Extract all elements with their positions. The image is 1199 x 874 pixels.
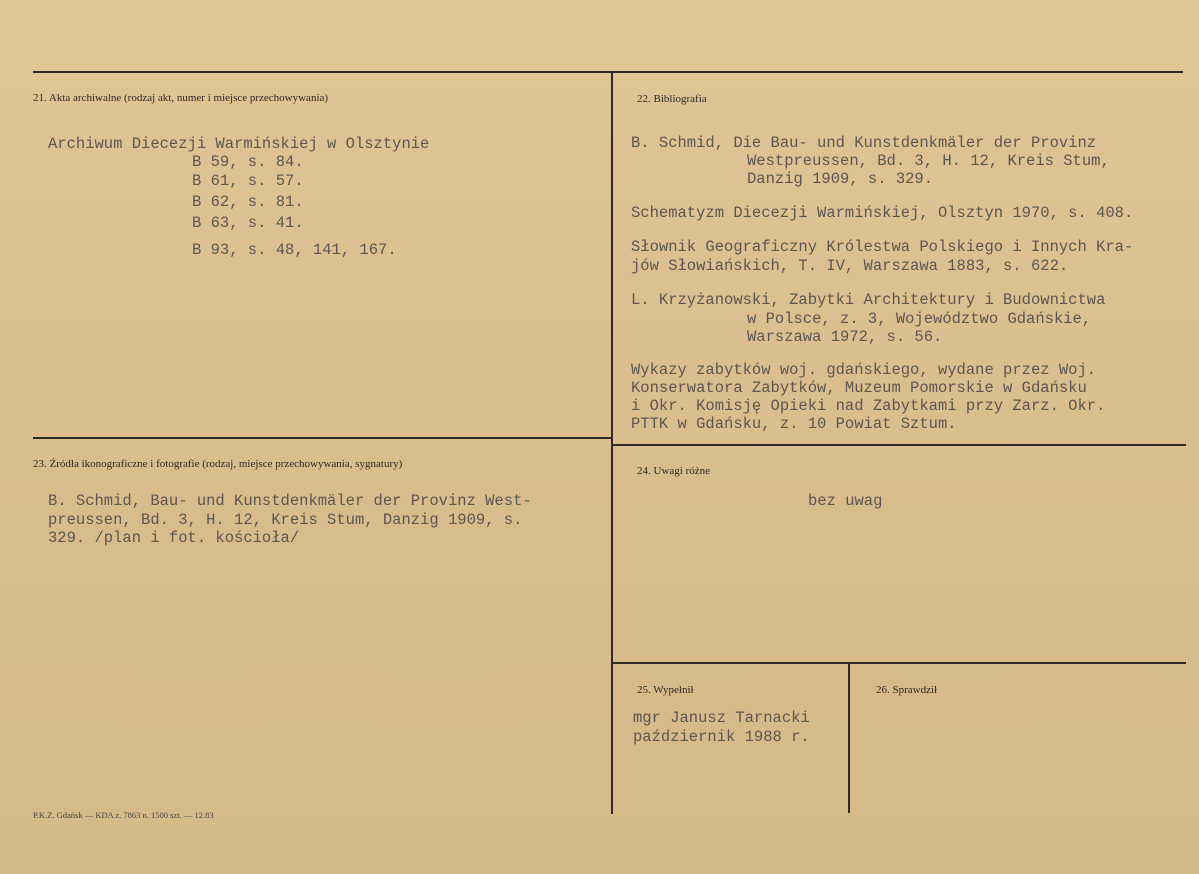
archive-ref-2: B 61, s. 57. [192,172,304,190]
bibliography-entry-5-line-4: PTTK w Gdańsku, z. 10 Powiat Sztum. [631,415,957,433]
right-mid-rule [613,444,1186,446]
top-rule [33,71,1183,73]
filled-by-name: mgr Janusz Tarnacki [633,709,810,727]
bibliography-entry-4-line-2: w Polsce, z. 3, Województwo Gdańskie, [747,310,1092,328]
bibliography-entry-3-line-1: Słownik Geograficzny Królestwa Polskiego i Innych Kra- [631,238,1134,256]
archive-ref-1: B 59, s. 84. [192,153,304,171]
remarks-text: bez uwag [808,492,883,510]
archive-ref-3: B 62, s. 81. [192,193,304,211]
archive-ref-5: B 93, s. 48, 141, 167. [192,241,397,259]
section-23-label: 23. Źródła ikonograficzne i fotografie (rodzaj, miejsce przechowywania, sygnatury) [33,458,403,470]
section-26-label: 26. Sprawdził [876,684,938,696]
filled-by-date: październik 1988 r. [633,728,810,746]
bibliography-entry-4-line-3: Warszawa 1972, s. 56. [747,328,943,346]
section-21-label: 21. Akta archiwalne (rodzaj akt, numer i miejsce przechowywania) [33,92,329,104]
archive-ref-4: B 63, s. 41. [192,214,304,232]
section-22-label: 22. Bibliografia [637,93,707,105]
signature-divider [848,663,850,813]
bibliography-entry-1-line-3: Danzig 1909, s. 329. [747,170,934,188]
section-24-label: 24. Uwagi różne [637,465,711,477]
iconography-line-2: preussen, Bd. 3, H. 12, Kreis Stum, Danzig 1909, s. [48,511,523,529]
bibliography-entry-5-line-1: Wykazy zabytków woj. gdańskiego, wydane przez Woj. [631,361,1097,379]
archive-name: Archiwum Diecezji Warmińskiej w Olsztynie [48,135,430,153]
bibliography-entry-2: Schematyzm Diecezji Warmińskiej, Olsztyn 1970, s. 408. [631,204,1134,222]
print-footer: P.K.Z. Gdańsk — KDA z. 7863 n. 1500 szt. — 12.83 [33,810,214,820]
bibliography-entry-1-line-2: Westpreussen, Bd. 3, H. 12, Kreis Stum, [747,152,1110,170]
bibliography-entry-1-line-1: B. Schmid, Die Bau- und Kunstdenkmäler der Provinz [631,134,1097,152]
section-25-label: 25. Wypełnił [637,684,694,696]
left-mid-rule [33,437,611,439]
bibliography-entry-5-line-2: Konserwatora Zabytków, Muzeum Pomorskie w Gdańsku [631,379,1087,397]
iconography-line-3: 329. /plan i fot. kościoła/ [48,529,300,547]
bibliography-entry-4-line-1: L. Krzyżanowski, Zabytki Architektury i Budownictwa [631,291,1106,309]
bibliography-entry-3-line-2: jów Słowiańskich, T. IV, Warszawa 1883, s. 622. [631,257,1069,275]
right-lower-rule [613,662,1186,664]
bibliography-entry-5-line-3: i Okr. Komisję Opieki nad Zabytkami przy Zarz. Okr. [631,397,1106,415]
center-divider [611,72,613,814]
iconography-line-1: B. Schmid, Bau- und Kunstdenkmäler der Provinz West- [48,492,532,510]
